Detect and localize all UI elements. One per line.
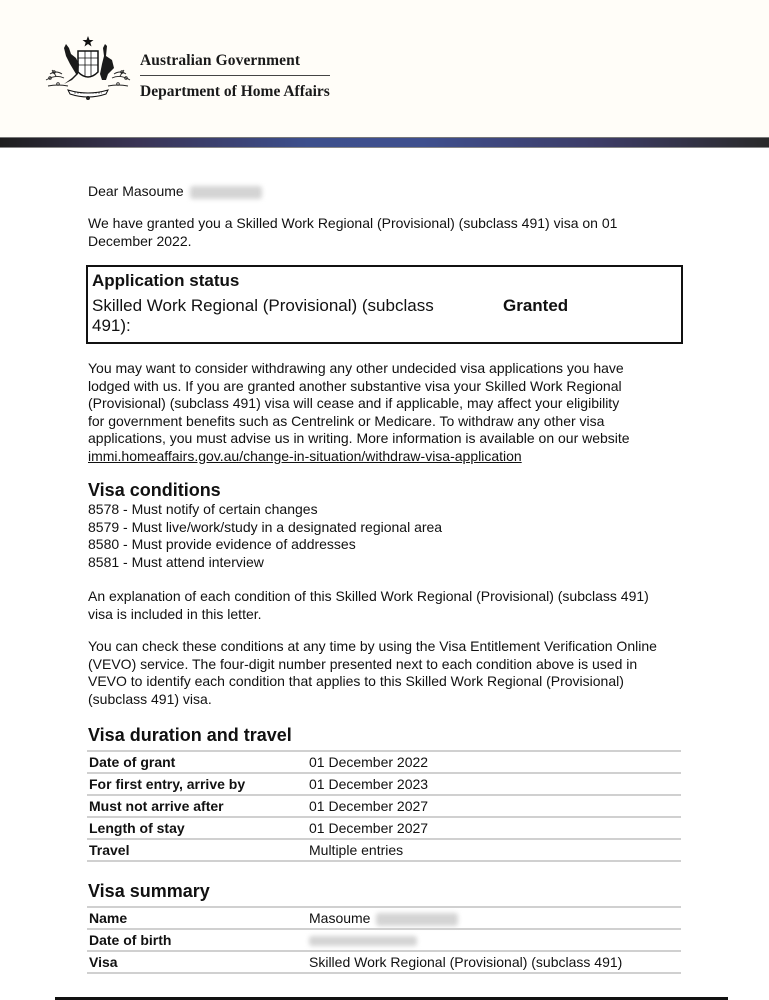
row-value: 01 December 2022 [309,754,429,770]
withdraw-paragraph [88,360,630,465]
redacted-date-of-birth [309,936,417,946]
table-row [87,816,681,838]
row-label: Travel [89,842,130,858]
condition-item: 8579 - Must live/work/study in a designated regional area [88,518,443,535]
row-label: Name [89,910,128,926]
row-label: Date of grant [89,754,176,770]
row-value: Multiple entries [309,842,404,858]
row-label: Visa [89,954,118,970]
explanation-paragraph [88,588,649,623]
row-label: Must not arrive after [89,798,224,814]
redacted-surname [376,913,458,926]
paragraph-line: You may want to consider withdrawing any other undecided visa applications you have [88,360,624,376]
table-row [87,906,681,928]
condition-item: 8581 - Must attend interview [88,553,264,570]
row-value [309,910,458,926]
table-row [87,794,681,816]
table-row [87,928,681,950]
table-row [87,950,681,974]
application-status-visa [92,296,472,336]
row-value [309,932,417,948]
government-name: Australian Government [140,52,301,69]
paragraph-line: An explanation of each condition of this Skilled Work Regional (Provisional) (subclass 491) [88,588,649,604]
salutation [88,183,262,201]
status-visa-line-2: 491): [92,316,131,335]
header-gradient-bar [0,137,769,148]
table-row [87,772,681,794]
application-status-title: Application status [92,271,240,290]
redacted-surname [190,186,262,199]
condition-item: 8580 - Must provide evidence of addresses [88,536,356,552]
paragraph-line: lodged with us. If you are granted another substantive visa your Skilled Work Regional [88,377,622,394]
name-value: Masoume [309,910,371,926]
paragraph-line: (VEVO) service. The four-digit number presented next to each condition above is used in [88,655,638,672]
condition-item: 8578 - Must notify of certain changes [88,501,318,517]
department-name: Department of Home Affairs [140,83,330,100]
paragraph-line: visa is included in this letter. [88,605,262,622]
grant-statement [88,215,617,250]
row-value: 01 December 2027 [309,798,429,814]
paragraph-line: (Provisional) (subclass 491) visa will cease and if applicable, may affect your eligibility [88,395,620,411]
row-label: Length of stay [89,820,185,836]
paragraph-line: You can check these conditions at any time by using the Visa Entitlement Verification Online [88,638,657,654]
visa-conditions-list [88,501,442,571]
row-label: Date of birth [89,932,172,948]
grant-line-1: We have granted you a Skilled Work Regional (Provisional) (subclass 491) visa on 01 [88,215,618,231]
status-badge: Granted [503,296,569,315]
row-value: 01 December 2023 [309,776,429,792]
paragraph-line: VEVO to identify each condition that applies to this Skilled Work Regional (Provisional) [88,673,624,689]
table-row [87,750,681,772]
visa-duration-heading: Visa duration and travel [88,725,292,745]
vevo-paragraph [88,638,657,708]
visa-summary-heading: Visa summary [88,881,210,901]
withdraw-visa-link[interactable]: immi.homeaffairs.gov.au/change-in-situation/withdraw-visa-application [88,447,522,464]
row-value: 01 December 2027 [309,820,429,836]
visa-summary-table [87,906,681,974]
paragraph-line: (subclass 491) visa. [88,690,212,707]
recipient-name: Dear Masoume [88,183,184,199]
row-value: Skilled Work Regional (Provisional) (subclass 491) [309,954,623,970]
row-label: For first entry, arrive by [89,776,246,792]
application-status-box [86,265,683,344]
grant-line-2: December 2022. [88,232,192,249]
coat-of-arms-icon [42,34,134,102]
visa-conditions-heading: Visa conditions [88,480,221,500]
table-row [87,838,681,862]
letterhead-divider [140,75,330,76]
status-visa-line-1: Skilled Work Regional (Provisional) (subclass [92,296,434,315]
paragraph-line: applications, you must advise us in writing. More information is available on our website [88,430,630,446]
letterhead [0,0,769,137]
visa-duration-table [87,750,681,862]
paragraph-line: for government benefits such as Centrelink or Medicare. To withdraw any other visa [88,412,605,429]
